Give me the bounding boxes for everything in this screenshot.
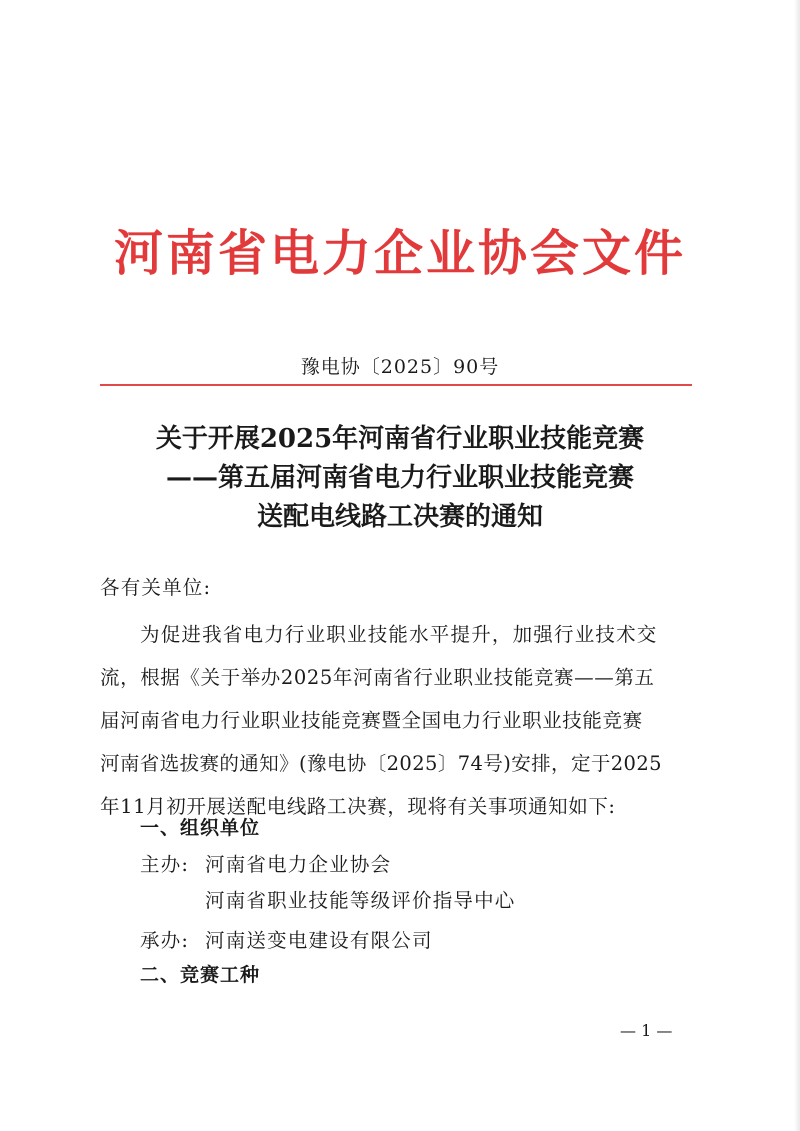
host-org-1: 河南省电力企业协会 bbox=[205, 853, 392, 876]
section-heading-organizers: 一、组织单位 bbox=[140, 817, 261, 839]
notice-title-line-3: 送配电线路工决赛的通知 bbox=[256, 502, 543, 532]
org-header-title: 河南省电力企业协会文件 bbox=[113, 225, 686, 282]
paragraph-line: 河南省选拔赛的通知》(豫电协〔2025〕74号)安排，定于2025 bbox=[100, 752, 662, 775]
paragraph-line: 为促进我省电力行业职业技能水平提升，加强行业技术交 bbox=[140, 623, 658, 646]
paragraph-line: 届河南省电力行业职业技能竞赛暨全国电力行业职业技能竞赛 bbox=[100, 709, 643, 732]
salutation: 各有关单位: bbox=[100, 576, 212, 599]
page-edge-shadow bbox=[794, 0, 800, 1131]
host-org-2: 河南省职业技能等级评价指导中心 bbox=[205, 889, 516, 912]
section-heading-competition-type: 二、竞赛工种 bbox=[140, 964, 261, 986]
paragraph-line: 流，根据《关于举办2025年河南省行业职业技能竞赛——第五 bbox=[100, 666, 655, 689]
host-label: 主办: bbox=[140, 853, 190, 876]
document-number: 豫电协〔2025〕90号 bbox=[300, 356, 500, 378]
organizer-label: 承办: bbox=[140, 929, 190, 952]
paragraph-line: 年11月初开展送配电线路工决赛，现将有关事项通知如下: bbox=[100, 795, 616, 818]
notice-title-line-1: 关于开展2025年河南省行业职业技能竞赛 bbox=[155, 424, 645, 454]
page-number: — 1 — bbox=[620, 1021, 673, 1040]
notice-title-line-2: ——第五届河南省电力行业职业技能竞赛 bbox=[165, 463, 634, 493]
red-divider-line bbox=[100, 384, 692, 386]
organizer-org-1: 河南送变电建设有限公司 bbox=[205, 929, 433, 952]
notice-title bbox=[0, 420, 800, 537]
